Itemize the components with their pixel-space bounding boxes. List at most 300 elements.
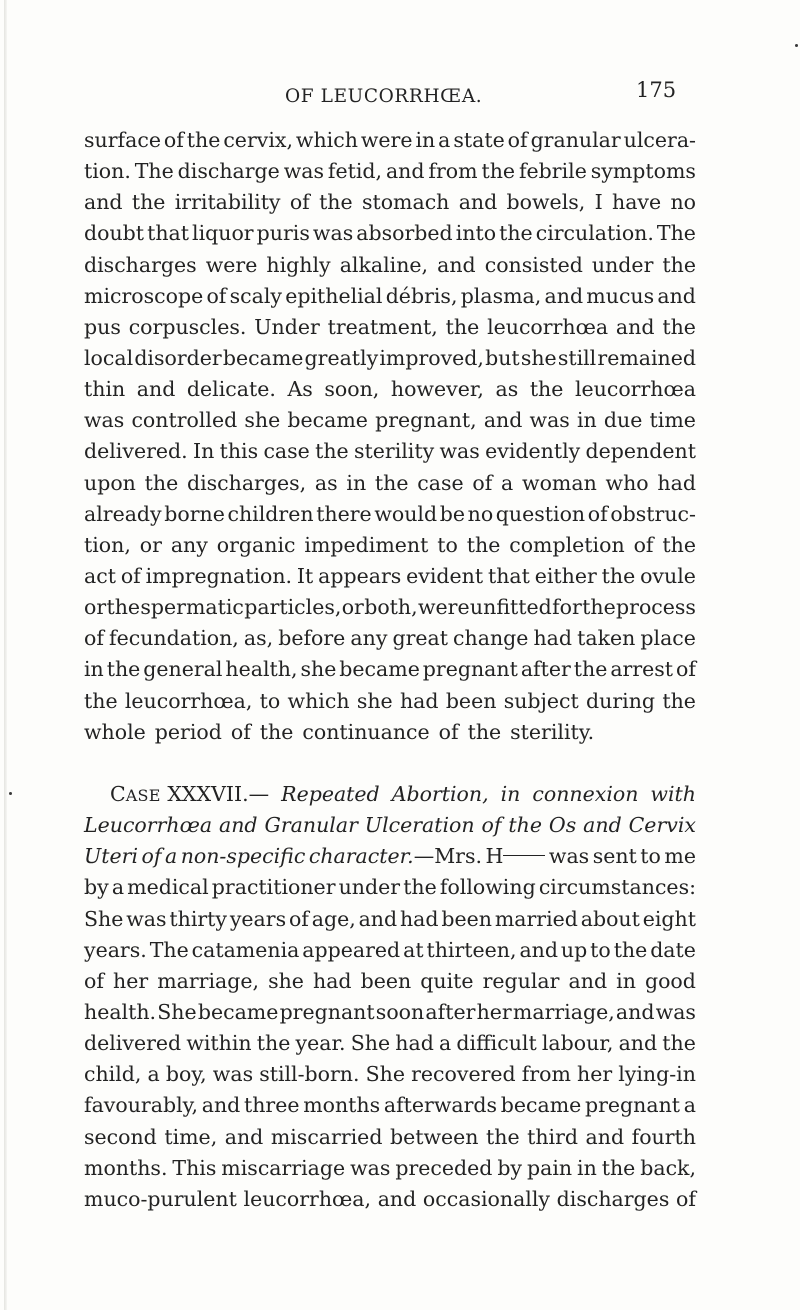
word: to	[590, 937, 611, 962]
text-line	[84, 218, 696, 249]
word: and	[544, 283, 584, 308]
print-speck	[795, 44, 798, 47]
spacer-line	[84, 748, 696, 779]
text-line	[84, 343, 696, 374]
text-line	[84, 374, 696, 405]
word: regular	[482, 968, 560, 993]
text-line	[84, 125, 696, 156]
word: was	[439, 439, 480, 464]
text-line-paragraph-end	[84, 717, 696, 748]
word: and	[615, 314, 655, 339]
word: the	[84, 688, 118, 713]
word: were	[417, 595, 470, 620]
word: and	[568, 968, 608, 993]
word: delivered.	[84, 439, 188, 464]
running-head-title: OF LEUCORRHŒA.	[285, 86, 483, 107]
word: as,	[243, 626, 274, 651]
word: the	[573, 657, 608, 682]
word: arrest	[610, 657, 674, 682]
word: pregnant,	[375, 408, 477, 433]
word: boy,	[165, 1062, 207, 1087]
word: whole	[84, 719, 146, 744]
word: a	[683, 1093, 696, 1118]
body-text	[84, 125, 696, 1215]
text-line	[84, 1122, 696, 1153]
word: lying-in	[618, 1062, 696, 1087]
word: either	[534, 563, 597, 588]
word: stomach	[361, 190, 450, 215]
word: mucus	[586, 283, 655, 308]
word: It	[296, 563, 314, 588]
word: impregnation.	[145, 563, 293, 588]
word: had	[657, 470, 696, 495]
word: became	[500, 1093, 582, 1118]
word: fecundation,	[109, 626, 239, 651]
word: into	[455, 221, 497, 246]
word: became	[222, 345, 304, 370]
word: which	[287, 688, 350, 713]
word: unfitted	[469, 595, 552, 620]
text-line	[84, 281, 696, 312]
text-line	[84, 904, 696, 935]
word: her	[113, 968, 149, 993]
word: epithelial	[285, 283, 383, 308]
word: great	[392, 626, 448, 651]
word: subject	[503, 688, 579, 713]
word: the	[319, 190, 353, 215]
word: pain	[526, 1155, 573, 1180]
word: was	[350, 1155, 391, 1180]
word: ovule	[640, 563, 696, 588]
word: had	[399, 688, 439, 713]
word: for	[552, 595, 582, 620]
case-title-line-end: Uteri of a non-specific character.—Mrs. H was sent to me	[84, 841, 696, 872]
word: and	[657, 283, 696, 308]
case-label: CASE XXXVII.—	[110, 781, 270, 806]
text-line	[84, 623, 696, 654]
word: any	[170, 532, 208, 557]
page-gutter-shadow	[4, 0, 7, 1310]
word: in	[415, 128, 436, 152]
word: had	[395, 1031, 434, 1056]
word: She	[84, 906, 124, 931]
word: symptoms	[590, 159, 696, 184]
word: afterwards	[383, 1093, 498, 1118]
word: bowels,	[506, 190, 586, 215]
word: state	[453, 128, 505, 152]
word: became	[197, 999, 279, 1024]
word: the	[662, 252, 696, 277]
word: completion	[509, 532, 625, 557]
word: between	[389, 1124, 479, 1149]
word: three	[243, 1093, 300, 1118]
word: circulation.	[535, 221, 654, 246]
word: of	[438, 719, 459, 744]
word: in	[577, 1155, 597, 1180]
word: pregnant	[585, 1093, 681, 1118]
word: She	[157, 999, 197, 1024]
word: there	[316, 501, 372, 526]
word: the	[259, 719, 294, 744]
word: the	[582, 595, 616, 620]
word: surface	[84, 128, 161, 152]
text-line	[84, 156, 696, 187]
word: delicate.	[186, 377, 276, 402]
word: a	[501, 470, 514, 495]
word: the	[466, 532, 501, 557]
word: borne	[164, 501, 225, 526]
text-line	[84, 686, 696, 717]
word: the	[186, 128, 221, 152]
word: The	[656, 221, 696, 246]
word: leucorrhœa,	[124, 688, 253, 713]
word: discharges	[556, 1186, 670, 1211]
word: after	[520, 657, 571, 682]
case-title-line	[84, 810, 696, 841]
word: from	[521, 1062, 571, 1087]
word: evidently	[485, 439, 581, 464]
word: the	[106, 657, 141, 682]
redacted-name: H	[486, 841, 546, 872]
word: the	[662, 688, 696, 713]
word: microscope	[84, 283, 204, 308]
word: to	[437, 532, 458, 557]
word: or	[341, 595, 364, 620]
word: alkaline,	[339, 252, 429, 277]
word: were	[360, 128, 413, 152]
word: however,	[390, 377, 484, 402]
word: of	[120, 563, 141, 588]
word: miscarried	[270, 1124, 383, 1149]
word: was	[312, 221, 354, 246]
word: and	[358, 906, 398, 931]
word: Ulceration	[364, 813, 475, 838]
word: question	[495, 501, 586, 526]
word: In	[192, 439, 215, 464]
word: of	[163, 128, 184, 152]
word: She	[350, 1031, 391, 1056]
word: and	[615, 999, 655, 1024]
text-line	[84, 997, 696, 1028]
text-line	[84, 1090, 696, 1121]
word: and	[136, 377, 176, 402]
word: to	[259, 688, 281, 713]
word: or	[84, 595, 107, 620]
word: age,	[311, 906, 356, 931]
word: was	[529, 408, 570, 433]
word: child,	[84, 1062, 142, 1087]
word: general	[143, 657, 223, 682]
word: of	[633, 532, 654, 557]
word: and	[201, 1093, 241, 1118]
word: spermatic	[140, 595, 244, 620]
word: appeared	[302, 937, 401, 962]
word: date	[650, 937, 696, 962]
word: she	[520, 345, 557, 370]
word: and	[219, 813, 258, 838]
word: still-born.	[259, 1062, 360, 1087]
word: pregnant	[279, 999, 375, 1024]
word: delivered	[84, 1031, 182, 1056]
word: soon	[375, 999, 425, 1024]
word: and	[618, 1031, 658, 1056]
word: favourably,	[84, 1093, 199, 1118]
word: practitioner	[211, 875, 336, 900]
word: that	[487, 563, 530, 588]
word: the	[403, 875, 437, 900]
text-line	[84, 436, 696, 467]
word: was	[84, 408, 125, 433]
word: of	[289, 190, 310, 215]
text-line	[84, 312, 696, 343]
word: medical	[127, 875, 209, 900]
word: sterility	[354, 439, 435, 464]
word: tion,	[84, 532, 131, 557]
word: would	[374, 501, 438, 526]
word: cervix,	[223, 128, 293, 152]
word: but	[485, 345, 520, 370]
word: pregnant	[422, 657, 518, 682]
text-line	[84, 1153, 696, 1184]
word: of	[676, 1186, 696, 1211]
word: Granular	[264, 813, 358, 838]
text-line	[84, 468, 696, 499]
page-number: 175	[636, 78, 677, 102]
word: débris,	[385, 283, 458, 308]
word: the	[106, 595, 141, 620]
word: sterility.	[510, 719, 595, 744]
word: her	[476, 999, 512, 1024]
word: eight	[642, 906, 696, 931]
word: the	[601, 563, 636, 588]
text-line	[84, 935, 696, 966]
word: of	[507, 128, 528, 152]
word: miscarriage	[221, 1155, 346, 1180]
word: due	[603, 408, 643, 433]
word: time,	[164, 1124, 218, 1149]
word: labour,	[541, 1031, 614, 1056]
word: of	[84, 626, 104, 651]
word: both,	[364, 595, 418, 620]
word: Leucorrhœa	[84, 813, 213, 838]
word: plasma,	[460, 283, 542, 308]
word: in	[616, 968, 636, 993]
word: the	[256, 1031, 291, 1056]
word: children	[227, 501, 314, 526]
word: a	[111, 875, 125, 900]
word: year.	[295, 1031, 346, 1056]
word: third	[527, 1124, 579, 1149]
word: the	[662, 314, 696, 339]
word: years.	[84, 937, 147, 962]
word: under	[338, 875, 401, 900]
word: had	[313, 968, 352, 993]
word: woman	[522, 470, 597, 495]
word: any	[350, 626, 388, 651]
text-line	[84, 654, 696, 685]
word: years	[229, 906, 287, 931]
word: been	[360, 968, 412, 993]
word: the	[508, 813, 542, 838]
word: and	[458, 190, 498, 215]
word: treatment,	[327, 314, 438, 339]
word: was	[126, 906, 167, 931]
word: irritability	[174, 190, 281, 215]
word: the	[467, 719, 502, 744]
word: circumstances:	[538, 875, 696, 900]
word: in	[346, 470, 367, 495]
word: of	[472, 470, 493, 495]
text-line	[84, 187, 696, 218]
word: been	[445, 688, 497, 713]
word: or	[139, 532, 162, 557]
word: had	[399, 906, 439, 931]
word: obstruc-	[610, 501, 696, 526]
word: thirteen,	[426, 937, 517, 962]
word: controlled	[131, 408, 238, 433]
word: she	[268, 968, 304, 993]
word: up	[560, 937, 588, 962]
word: upon	[84, 470, 136, 495]
word: about	[580, 906, 640, 931]
word: had	[533, 626, 573, 651]
word: within	[186, 1031, 252, 1056]
word: that	[147, 221, 189, 246]
word: and	[377, 1186, 417, 1211]
word: pus	[84, 314, 121, 339]
word: of	[206, 283, 227, 308]
word: was	[655, 999, 696, 1024]
word: of	[84, 968, 104, 993]
word: became	[339, 657, 420, 682]
word: thin	[84, 377, 126, 402]
word: discharges,	[186, 470, 307, 495]
word: muco-purulent	[84, 1186, 237, 1211]
word: local	[84, 345, 134, 370]
word: Cervix	[628, 813, 696, 838]
word: catamenia	[191, 937, 300, 962]
word: have	[612, 190, 662, 215]
word: leucorrhœa	[487, 314, 609, 339]
word: became	[287, 408, 368, 433]
word: health,	[225, 657, 298, 682]
text-line	[84, 966, 696, 997]
word: fetid,	[327, 159, 383, 184]
word: this	[219, 439, 259, 464]
word: time	[649, 408, 696, 433]
word: she	[356, 688, 393, 713]
word: corpuscles.	[128, 314, 247, 339]
word: the	[315, 439, 349, 464]
word: liquor	[192, 221, 254, 246]
word: no	[467, 501, 494, 526]
word: continuance	[302, 719, 430, 744]
word: organic	[216, 532, 296, 557]
word: place	[640, 626, 696, 651]
text-line	[84, 561, 696, 592]
word: As	[287, 377, 313, 402]
word: and	[583, 813, 622, 838]
word: the	[144, 470, 179, 495]
print-speck	[9, 792, 12, 795]
word: married	[494, 906, 578, 931]
word: as	[314, 470, 338, 495]
word: and	[483, 408, 523, 433]
word: fourth	[631, 1124, 696, 1149]
word: from	[428, 159, 478, 184]
word: under	[591, 252, 654, 277]
word: difficult	[456, 1031, 537, 1056]
word: second	[84, 1124, 157, 1149]
word: the	[529, 377, 564, 402]
word: by	[497, 1155, 523, 1180]
word: of	[288, 906, 309, 931]
word: period	[154, 719, 222, 744]
word: scaly	[229, 283, 282, 308]
word: good	[644, 968, 696, 993]
word: discharges	[84, 252, 197, 277]
word: granular	[530, 128, 621, 152]
word: tion.	[84, 159, 131, 184]
word: before	[278, 626, 346, 651]
word: case	[263, 439, 310, 464]
text-line	[84, 592, 696, 623]
word: case	[417, 470, 464, 495]
word: a	[439, 1031, 452, 1056]
word: act	[84, 563, 116, 588]
word: highly	[266, 252, 331, 277]
word: and	[585, 1124, 625, 1149]
word: She	[365, 1062, 406, 1087]
word: as	[495, 377, 519, 402]
word: The	[134, 159, 174, 184]
word: and	[385, 159, 425, 184]
word: discharge	[177, 159, 280, 184]
case-heading-line: CASE XXXVII.— Repeated Abortion, in connexion with	[84, 779, 696, 810]
text-line	[84, 1059, 696, 1090]
word: of	[230, 719, 251, 744]
word: marriage,	[512, 999, 615, 1024]
word: particles,	[244, 595, 342, 620]
word: in	[576, 408, 597, 433]
word: the	[131, 190, 166, 215]
word: improved,	[379, 345, 484, 370]
word: a	[438, 128, 451, 152]
word: impediment	[304, 532, 429, 557]
word: was	[212, 1062, 254, 1087]
word: leucorrhœa	[574, 377, 696, 402]
word: by	[84, 875, 109, 900]
word: This	[172, 1155, 217, 1180]
word: and	[84, 190, 123, 215]
word: soon,	[324, 377, 380, 402]
word: during	[586, 688, 656, 713]
text-line	[84, 872, 696, 903]
word: which	[295, 128, 358, 152]
word: the	[486, 1124, 520, 1149]
word: months.	[84, 1155, 168, 1180]
word: and	[519, 937, 558, 962]
word: appears	[318, 563, 402, 588]
text-line	[84, 1028, 696, 1059]
word: her	[577, 1062, 613, 1087]
word: Under	[254, 314, 320, 339]
word: health.	[84, 999, 157, 1024]
word: puris	[256, 221, 310, 246]
word: febrile	[518, 159, 587, 184]
word: were	[205, 252, 258, 277]
word: the	[662, 532, 696, 557]
